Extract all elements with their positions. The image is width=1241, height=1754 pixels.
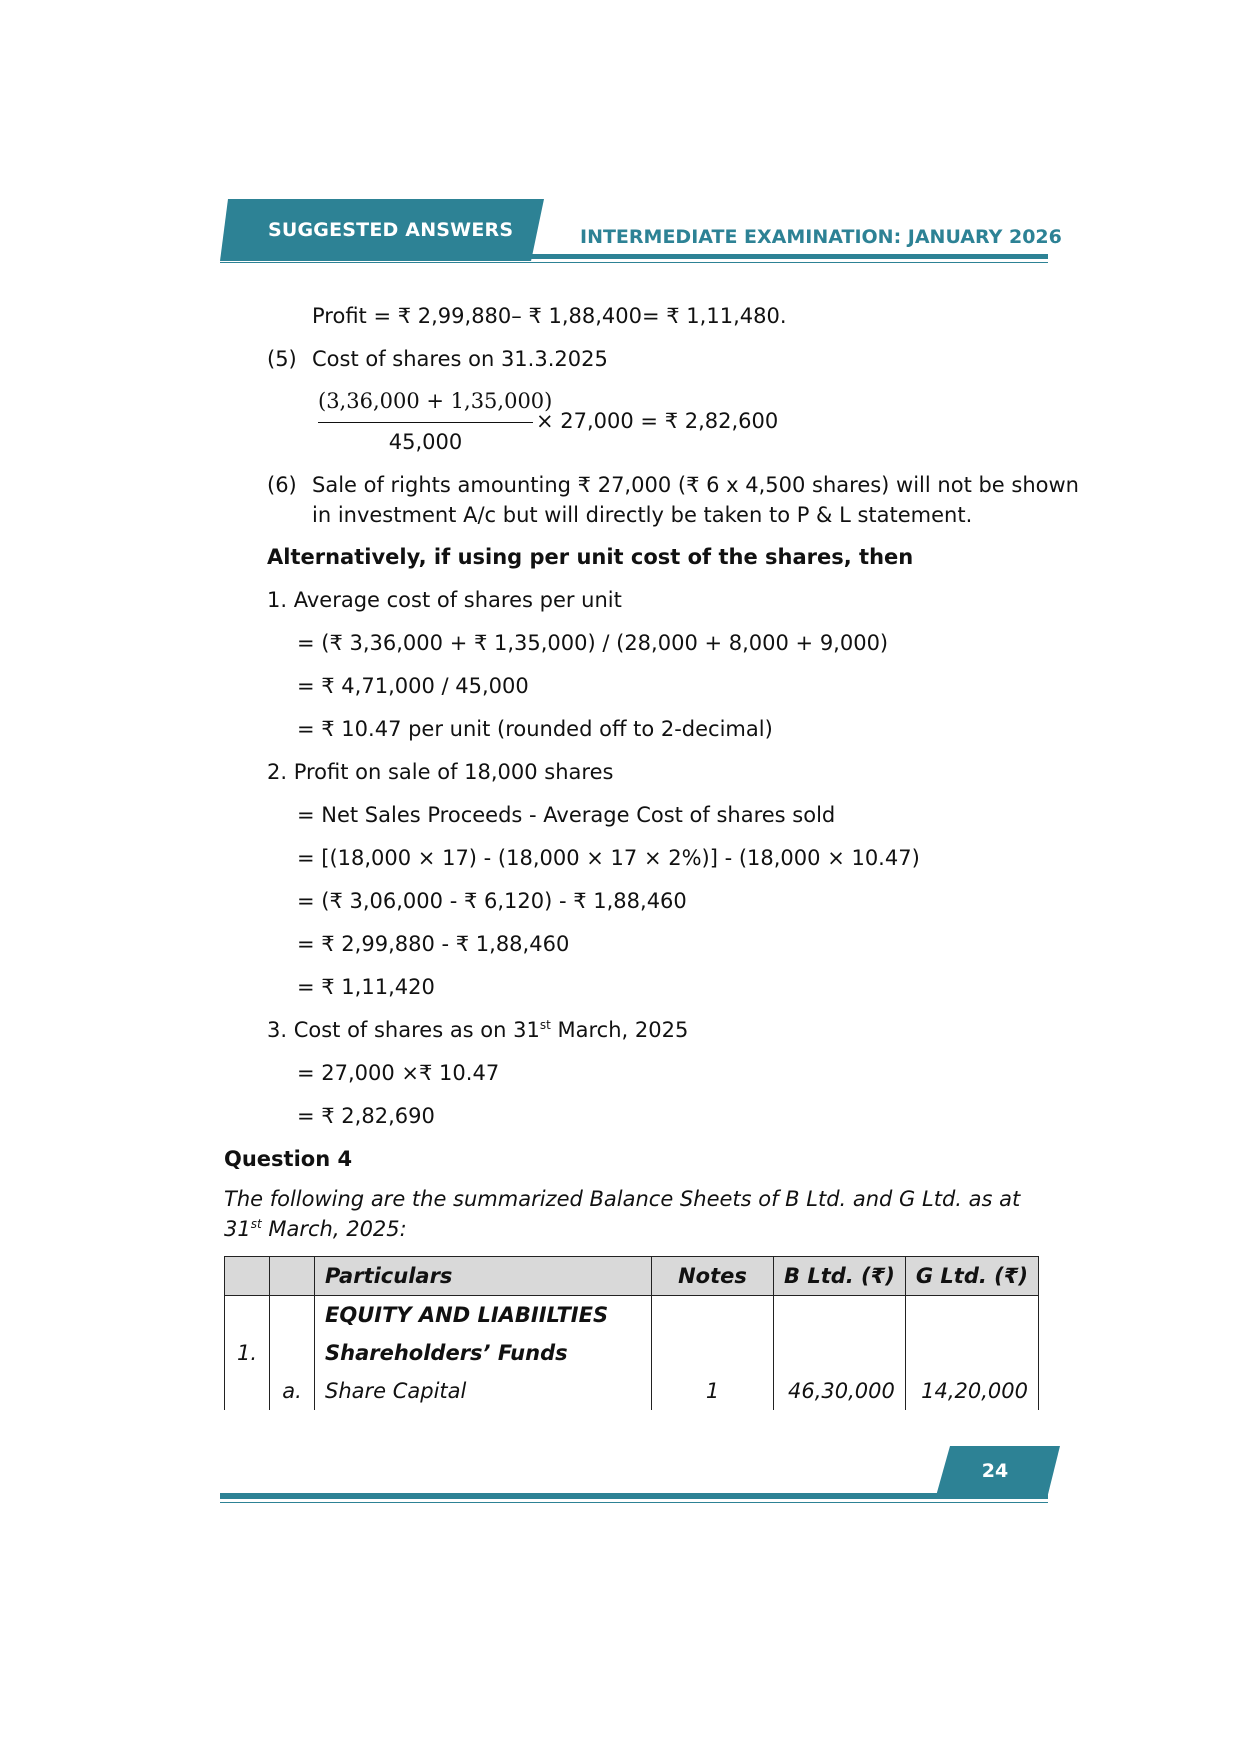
item-5-number: (5) [267,347,297,371]
question-intro: The following are the summarized Balance Sheets of B Ltd. and G Ltd. as at 31st March, 2025: [224,1187,1021,1241]
table-cell: EQUITY AND LIABIILTIES [315,1296,652,1335]
alt-3-line: = 27,000 ×₹ 10.47 [297,1061,500,1085]
item-6-number: (6) [267,473,297,497]
alt-2-line: = ₹ 1,11,420 [297,975,435,999]
table-header-cell [225,1257,270,1296]
footer-rule-thin [220,1502,1048,1503]
table-cell: Shareholders’ Funds [315,1334,652,1372]
table-cell: 14,20,000 [905,1372,1038,1410]
alt-1-line: = (₹ 3,36,000 + ₹ 1,35,000) / (28,000 + 8,000 + 9,000) [297,631,889,655]
table-row [225,1334,1039,1372]
table-cell [270,1334,315,1372]
table-cell: 1 [652,1372,774,1410]
header-rule-thin [220,262,1048,263]
item-5-text: Cost of shares on 31.3.2025 [312,347,608,371]
alt-3-line: = ₹ 2,82,690 [297,1104,435,1128]
fraction-result: × 27,000 = ₹ 2,82,600 [536,409,779,433]
table-cell [270,1296,315,1335]
alt-1-title: 1. Average cost of shares per unit [267,588,622,612]
profit-line: Profit = ₹ 2,99,880– ₹ 1,88,400= ₹ 1,11,480. [312,304,787,328]
table-cell [905,1334,1038,1372]
alt-2-line: = [(18,000 × 17) - (18,000 × 17 × 2%)] - (18,000 × 10.47) [297,846,920,870]
table-header-cell [270,1257,315,1296]
table-cell [774,1296,906,1335]
item-6-line-2: in investment A/c but will directly be taken to P & L statement. [312,503,973,527]
table-header-row [225,1257,1039,1296]
exam-title: INTERMEDIATE EXAMINATION: JANUARY 2026 [580,226,1062,248]
table-cell [225,1296,270,1335]
page-number: 24 [981,1460,1009,1482]
alt-2-line: = ₹ 2,99,880 - ₹ 1,88,460 [297,932,570,956]
balance-sheet-table [224,1256,1039,1410]
alt-1-line: = ₹ 10.47 per unit (rounded off to 2-decimal) [297,717,773,741]
table-cell: Share Capital [315,1372,652,1410]
alt-2-title: 2. Profit on sale of 18,000 shares [267,760,614,784]
table-cell [652,1334,774,1372]
item-6-line-1: Sale of rights amounting ₹ 27,000 (₹ 6 x 4,500 shares) will not be shown [312,473,1079,497]
footer-rule [220,1493,1048,1499]
question-heading: Question 4 [224,1147,353,1171]
table-row [225,1296,1039,1335]
table-row [225,1372,1039,1410]
alt-2-line: = (₹ 3,06,000 - ₹ 6,120) - ₹ 1,88,460 [297,889,687,913]
alt-1-line: = ₹ 4,71,000 / 45,000 [297,674,529,698]
table-cell [652,1296,774,1335]
alternative-heading: Alternatively, if using per unit cost of the shares, then [267,545,914,569]
fraction-bar [318,422,533,423]
alt-2-line: = Net Sales Proceeds - Average Cost of shares sold [297,803,836,827]
table-cell [905,1296,1038,1335]
header-tab-label: SUGGESTED ANSWERS [268,219,514,241]
table-cell [225,1372,270,1410]
header-rule [530,254,1048,259]
table-header-cell: Notes [652,1257,774,1296]
fraction-numerator: (3,36,000 + 1,35,000) [318,389,553,413]
fraction-denominator: 45,000 [388,430,463,454]
table-header-cell: Particulars [315,1257,652,1296]
alt-3-title: 3. Cost of shares as on 31st March, 2025 [267,1018,689,1042]
table-cell: a. [270,1372,315,1410]
table-header-cell: G Ltd. (₹) [905,1257,1038,1296]
table-cell [774,1334,906,1372]
table-cell: 1. [225,1334,270,1372]
table-header-cell: B Ltd. (₹) [774,1257,906,1296]
table-cell: 46,30,000 [774,1372,906,1410]
